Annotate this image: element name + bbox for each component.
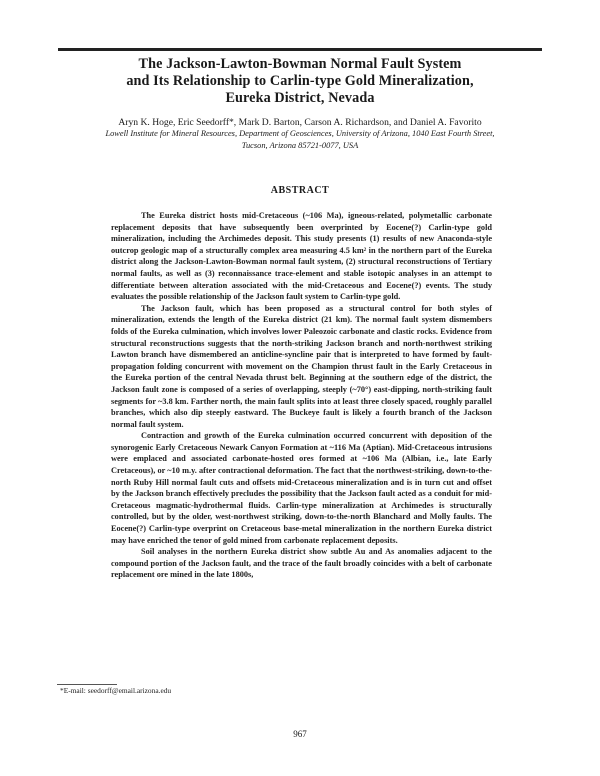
abstract-paragraph: Soil analyses in the northern Eureka district show subtle Au and As anomalies adjacent to the compound portion of the Jackson fault, and the trace of the fault broadly coincides with a belt of carbonate replacement ore mined in the late 1800s, — [111, 547, 492, 580]
affiliation-line: Lowell Institute for Mineral Resources, Department of Geosciences, University of Arizona, 1040 East Fourth Street, — [105, 129, 495, 138]
footnote-email: *E-mail: seedorff@email.arizona.edu — [60, 686, 172, 695]
footnote-rule — [57, 684, 117, 685]
top-rule — [58, 48, 542, 51]
affiliation-line: Tucson, Arizona 85721-0077, USA — [241, 141, 359, 150]
title-line: Eureka District, Nevada — [225, 90, 375, 106]
title-line: and Its Relationship to Carlin-type Gold Mineralization, — [126, 73, 474, 89]
abstract-heading: ABSTRACT — [270, 185, 330, 196]
author-list: Aryn K. Hoge, Eric Seedorff*, Mark D. Barton, Carson A. Richardson, and Daniel A. Favorito — [118, 117, 482, 128]
page-number: 967 — [293, 729, 307, 739]
abstract-paragraph: Contraction and growth of the Eureka culmination occurred concurrent with deposition of the synorogenic Early Cretaceous Newark Canyon Formation at ~116 Ma (Aptian). Mid-Cretaceous intrusions were emplaced and associated carbonate-hosted ores formed at ~106 Ma (Albian, i.e., late Early Cretaceous), or ~10 m.y. after contractional deformation. The fact that the northwest-striking, down-to-the-north Ruby Hill normal fault cuts and offsets mid-Cretaceous mineralization and is in turn cut and offset by the Jackson branch effectively precludes the possibility that the Jackson fault acted as a conduit for mid-Cretaceous magmatic-hydrothermal fluids. Carlin-type mineralization at Archimedes is structurally controlled, but by the older, west-northwest striking, down-to-the-north Blanchard and Molly faults. The Eocene(?) Carlin-type overprint on Cretaceous base-metal mineralization in the northern Eureka district may have enriched the tenor of gold mined from carbonate replacement deposits. — [111, 431, 492, 545]
abstract-body — [111, 210, 492, 581]
paper-title — [40, 56, 560, 107]
title-line: The Jackson-Lawton-Bowman Normal Fault System — [138, 56, 462, 72]
abstract-paragraph: The Jackson fault, which has been proposed as a structural control for both styles of mineralization, extends the length of the Eureka district (21 km). The normal fault system dismembers folds of the Eureka culmination, which involves lower Paleozoic carbonate and clastic rocks. Evidence from structural reconstructions suggests that the north-striking Jackson branch and north-northwest striking Lawton branch have dismembered an anticline-syncline pair that is interpreted to have formed by fault-propagation folding concurrent with movement on the Champion thrust fault in the Early Cretaceous in the Eureka portion of the central Nevada thrust belt. Beginning at the southern edge of the district, the Jackson fault zone is composed of a series of overlapping, steeply (~70°) east-dipping, north-striking fault segments for ~3.8 km. Farther north, the main fault splits into at least three closely spaced, roughly parallel branches, which also dip steeply eastward. The Buckeye fault is likely a fourth branch of the Jackson normal fault system. — [111, 303, 492, 429]
abstract-paragraph: The Eureka district hosts mid-Cretaceous (~106 Ma), igneous-related, polymetallic carbonate replacement deposits that have subsequently been overprinted by Eocene(?) Carlin-type gold mineralization, including the Archimedes deposit. This study presents (1) results of new Anaconda-style outcrop geologic map of a structurally complex area measuring 4.5 km² in the northern part of the Eureka district along the Jackson-Lawton-Bowman normal fault system, (2) structural reconstructions of Tertiary normal faults, as well as (3) reconnaissance trace-element and stable isotopic analyses in an attempt to differentiate between alteration associated with the mid-Cretaceous and Eocene(?) events. The study evaluates the possible relationship of the Jackson fault system to Carlin-type gold. — [111, 211, 492, 302]
affiliation — [40, 128, 560, 152]
